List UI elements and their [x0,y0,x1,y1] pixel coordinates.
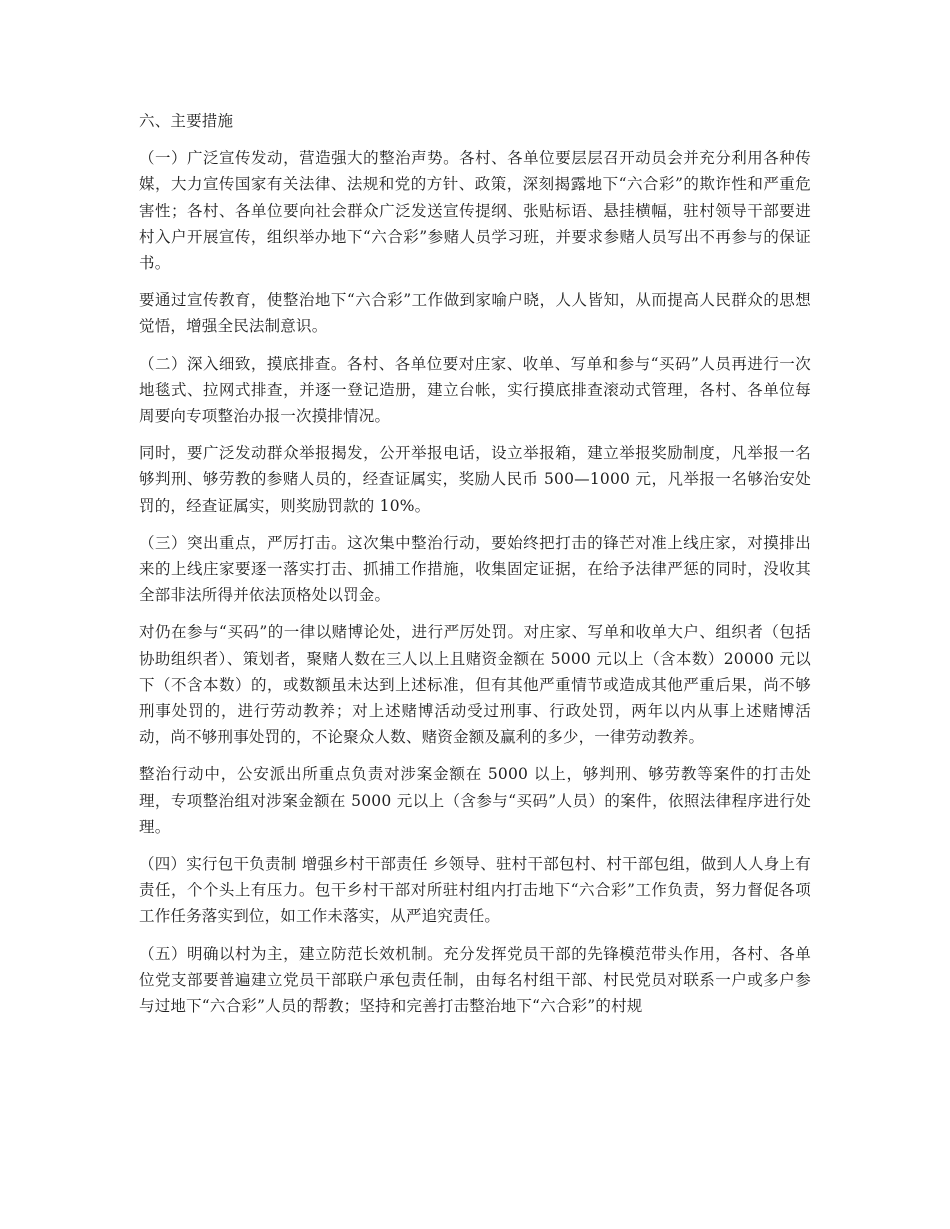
paragraph-case-handling: 整治行动中，公安派出所重点负责对涉案金额在 5000 以上，够判刑、够劳教等案件的打击处理，专项整治组对涉案金额在 5000 元以上（含参与“买码”人员）的案件，依照法律程序进行处理。 [139,765,811,836]
paragraph-investigation: （二）深入细致，摸底排查。各村、各单位要对庄家、收单、写单和参与“买码”人员再进行一次地毯式、拉网式排查，并逐一登记造册，建立台帐，实行摸底排查滚动式管理，各村、各单位每周要向专项整治办报一次摸排情况。 [139,354,811,426]
paragraph-penalties: 对仍在参与“买码”的一律以赌博论处，进行严厉处罚。对庄家、写单和收单大户、组织者（包括协助组织者）、策划者，聚赌人数在三人以上且赌资金额在 5000 元以上（含本数）20000 元以下（不含本数）的，或数额虽未达到上述标准，但有其他严重情节或造成其他严重后果，尚不够刑事处罚的，进行劳动教养；对上述赌博活动受过刑事、行政处罚，两年以内从事上述赌博活动，尚不够刑事处罚的，不论聚众人数、赌资金额及赢利的多少，一律劳动教养。 [139,623,811,747]
paragraph-education: 要通过宣传教育，使整治地下“六合彩”工作做到家喻户晓，人人皆知，从而提高人民群众的思想觉悟，增强全民法制意识。 [139,291,811,336]
paragraph-publicity: （一）广泛宣传发动，营造强大的整治声势。各村、各单位要层层召开动员会并充分利用各种传媒，大力宣传国家有关法律、法规和党的方针、政策，深刻揭露地下“六合彩”的欺诈性和严重危害性；各村、各单位要向社会群众广泛发送宣传提纲、张贴标语、悬挂横幅，驻村领导干部要进村入户开展宣传，组织举办地下“六合彩”参赌人员学习班，并要求参赌人员写出不再参与的保证书。 [139,149,811,273]
paragraph-crackdown: （三）突出重点，严厉打击。这次集中整治行动，要始终把打击的锋芒对准上线庄家，对摸排出来的上线庄家要逐一落实打击、抓捕工作措施，收集固定证据，在给予法律严惩的同时，没收其全部非法所得并依法顶格处以罚金。 [139,533,811,605]
paragraph-long-term-mechanism: （五）明确以村为主，建立防范长效机制。充分发挥党员干部的先锋模范带头作用，各村、各单位党支部要普遍建立党员干部联户承包责任制，由每名村组干部、村民党员对联系一户或多户参与过地下“六合彩”人员的帮教；坚持和完善打击整治地下“六合彩”的村规 [139,944,811,1016]
section-heading: 六、主要措施 [139,112,234,130]
document-page [139,108,811,1030]
paragraph-responsibility: （四）实行包干负责制 增强乡村干部责任 乡领导、驻村干部包村、村干部包组，做到人人身上有责任，个个头上有压力。包干乡村干部对所驻村组内打击地下“六合彩”工作负责，努力督促各项工作任务落实到位，如工作未落实，从严追究责任。 [139,855,811,926]
paragraph-reporting-rewards: 同时，要广泛发动群众举报揭发，公开举报电话，设立举报箱，建立举报奖励制度，凡举报一名够判刑、够劳教的参赌人员的，经查证属实，奖励人民币 500—1000 元，凡举报一名够治安处罚的，经查证属实，则奖励罚款的 10%。 [139,444,811,515]
